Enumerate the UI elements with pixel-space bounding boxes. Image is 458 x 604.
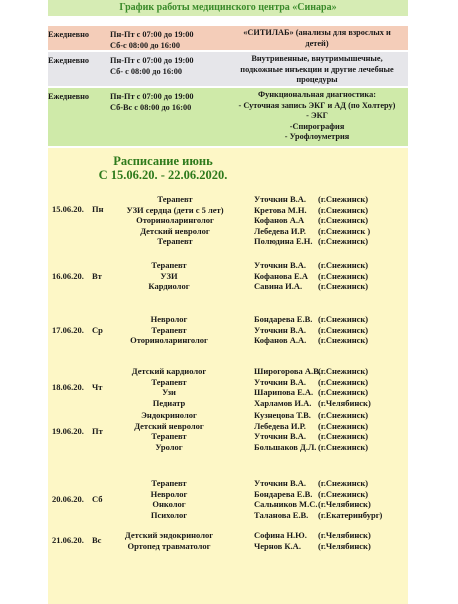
doctor-name: Уточкин В.А. — [254, 194, 307, 204]
day-date: 19.06.20. — [52, 426, 84, 436]
service-hours — [110, 29, 194, 51]
desc-line: - Урофлоуметрия — [284, 132, 350, 141]
specialty: Терапевт — [157, 236, 193, 246]
specialty: Онколог — [152, 499, 186, 509]
service-day: Ежедневно — [48, 92, 90, 101]
doctor-city: (г.Снежинск) — [318, 431, 369, 441]
doctor-city: (г.Снежинск) — [318, 194, 369, 204]
doctor-name: Сальников М.С. — [254, 499, 318, 509]
doctor-city: (г.Челябинск) — [318, 530, 371, 540]
doctor-name: Полюдина Е.Н. — [254, 236, 313, 246]
specialty: Детский кардиолог — [131, 366, 207, 376]
doctor-name: Широгорова А.В. — [254, 366, 321, 376]
specialty: Детский невролог — [134, 421, 204, 431]
doctor-city: (г.Снежинск) — [318, 260, 369, 270]
desc-line: - ЭКГ — [306, 111, 328, 120]
specialty: Детский эндокринолог — [124, 530, 214, 540]
doctor-name: Уточкин В.А. — [254, 260, 307, 270]
day-date: 17.06.20. — [52, 325, 84, 335]
doctor-city: (г.Снежинск) — [318, 478, 369, 488]
specialty: Терапевт — [151, 325, 187, 335]
doctor-city: (г.Снежинск) — [318, 271, 369, 281]
specialty: Педиатр — [152, 398, 186, 408]
doctor-name: Лебедева И.Р. — [254, 226, 306, 236]
schedule-period: С 15.06.20. - 22.06.2020. — [98, 168, 228, 182]
desc-line: «СИТИЛАБ» (анализы для взрослых и — [243, 28, 391, 37]
day-date: 21.06.20. — [52, 535, 84, 545]
desc-line: Внутривенные, внутримышечные, — [251, 54, 383, 63]
doctor-name: Уточкин В.А. — [254, 325, 307, 335]
day-weekday: Пт — [92, 426, 103, 436]
doctor-name: Уточкин В.А. — [254, 431, 307, 441]
hours-line: Пн-Пт с 07:00 до 19:00 — [110, 92, 194, 101]
hours-line: Пн-Пт с 07:00 до 19:00 — [110, 56, 194, 65]
doctor-name: Харламов И.А. — [254, 398, 312, 408]
doctor-name: Чернов К.А. — [254, 541, 301, 551]
day-date: 18.06.20. — [52, 382, 84, 392]
doctor-name: Кофанов А.А — [254, 215, 305, 225]
specialty: Детский невролог — [140, 226, 210, 236]
doctor-city: (г.Снежинск) — [318, 387, 369, 397]
doctor-name: Бондарева Е.В. — [254, 314, 313, 324]
doctor-city: (г.Челябинск) — [318, 499, 371, 509]
doctor-city: (г.Снежинск) — [318, 366, 369, 376]
doctor-city: (г.Снежинск) — [318, 442, 369, 452]
desc-line: процедуры — [296, 75, 338, 84]
specialty: Терапевт — [151, 260, 187, 270]
doctor-city: (г.Снежинск) — [318, 215, 369, 225]
doctor-city: (г.Снежинск) — [318, 325, 369, 335]
specialty: УЗИ — [160, 271, 178, 281]
schedule-sheet — [48, 0, 408, 604]
specialty: Ортопед травматолог — [127, 541, 211, 551]
specialty: Терапевт — [151, 377, 187, 387]
doctor-name: Таланова Е.В. — [254, 510, 309, 520]
day-date: 15.06.20. — [52, 204, 84, 214]
service-day: Ежедневно — [48, 56, 90, 65]
doctor-city: (г.Снежинск) — [318, 205, 369, 215]
service-hours — [110, 55, 194, 77]
specialty: Психолог — [150, 510, 188, 520]
service-row-lab — [48, 26, 408, 50]
desc-line: -Спирография — [289, 121, 345, 131]
service-description — [226, 90, 408, 143]
service-description — [226, 28, 408, 49]
day-weekday: Вс — [92, 535, 102, 545]
specialty: УЗИ сердца (дети с 5 лет) — [126, 205, 224, 215]
doctor-city: (г.Екатеринбург) — [318, 510, 383, 520]
doctor-name: Кретова М.Н. — [254, 205, 307, 215]
doctor-city: (г.Снежинск) — [318, 421, 369, 431]
specialty: Уролог — [155, 442, 183, 452]
specialty: Невролог — [150, 489, 188, 499]
specialty: Узи — [162, 387, 176, 397]
doctor-name: Лебедева И.Р. — [254, 421, 306, 431]
schedule-title: Расписание июнь — [113, 154, 213, 168]
doctor-city: (г.Снежинск) — [318, 377, 369, 387]
hours-line: Сб- с 08:00 до 16:00 — [110, 67, 183, 76]
specialty: Невролог — [150, 314, 188, 324]
service-row-injections — [48, 52, 408, 86]
doctor-city: (г.Снежинск ) — [318, 226, 371, 236]
desc-line: - Суточная запись ЭКГ и АД (по Холтеру) — [238, 100, 396, 110]
day-weekday: Вт — [92, 271, 102, 281]
page-title: График работы медицинского центра «Синара» — [48, 0, 408, 16]
doctor-city: (г.Снежинск) — [318, 281, 369, 291]
specialty: Эндокринолог — [141, 410, 197, 420]
service-day: Ежедневно — [48, 30, 90, 39]
doctor-city: (г.Снежинск) — [318, 335, 369, 345]
hours-line: Сб-Вс с 08:00 до 16:00 — [110, 103, 192, 112]
doctor-name: Савина И.А. — [254, 281, 303, 291]
hours-line: Пн-Пт с 07:00 до 19:00 — [110, 30, 194, 39]
doctor-city: (г.Снежинск) — [318, 314, 369, 324]
hours-line: Сб-с 08:00 до 16:00 — [110, 41, 180, 50]
specialty: Кардиолог — [148, 281, 190, 291]
doctor-name: Уточкин В.А. — [254, 478, 307, 488]
desc-line: подкожные инъекции и другие лечебные — [240, 64, 394, 74]
specialty: Терапевт — [151, 431, 187, 441]
doctor-city: (г.Челябинск) — [318, 398, 371, 408]
day-weekday: Ср — [92, 325, 103, 335]
day-weekday: Пн — [92, 204, 104, 214]
doctor-city: (г.Челябинск) — [318, 541, 371, 551]
day-date: 20.06.20. — [52, 494, 84, 504]
doctor-name: Шарипова Е.А. — [254, 387, 314, 397]
doctor-name: Бондарева Е.В. — [254, 489, 313, 499]
service-description — [226, 54, 408, 86]
doctor-name: Уточкин В.А. — [254, 377, 307, 387]
doctor-name: Кофанова Е.А — [254, 271, 308, 281]
specialty: Оториноларинголог — [136, 215, 214, 225]
service-hours — [110, 91, 194, 113]
doctor-city: (г.Снежинск) — [318, 236, 369, 246]
specialty: Оториноларинголог — [130, 335, 208, 345]
schedule-block — [48, 148, 408, 604]
specialty: Терапевт — [151, 478, 187, 488]
doctor-name: Кофанов А.А. — [254, 335, 307, 345]
doctor-name: Софина Н.Ю. — [254, 530, 307, 540]
specialty: Терапевт — [157, 194, 193, 204]
doctor-name: Кузнецова Т.В. — [254, 410, 311, 420]
doctor-city: (г.Снежинск) — [318, 410, 369, 420]
day-weekday: Чт — [92, 382, 103, 392]
service-row-diagnostics — [48, 88, 408, 146]
day-date: 16.06.20. — [52, 271, 84, 281]
desc-line: детей) — [305, 38, 329, 48]
day-weekday: Сб — [92, 494, 103, 504]
desc-line: Функциональная диагностика: — [257, 90, 376, 99]
doctor-name: Большаков Д.Л. — [254, 442, 317, 452]
doctor-city: (г.Снежинск) — [318, 489, 369, 499]
